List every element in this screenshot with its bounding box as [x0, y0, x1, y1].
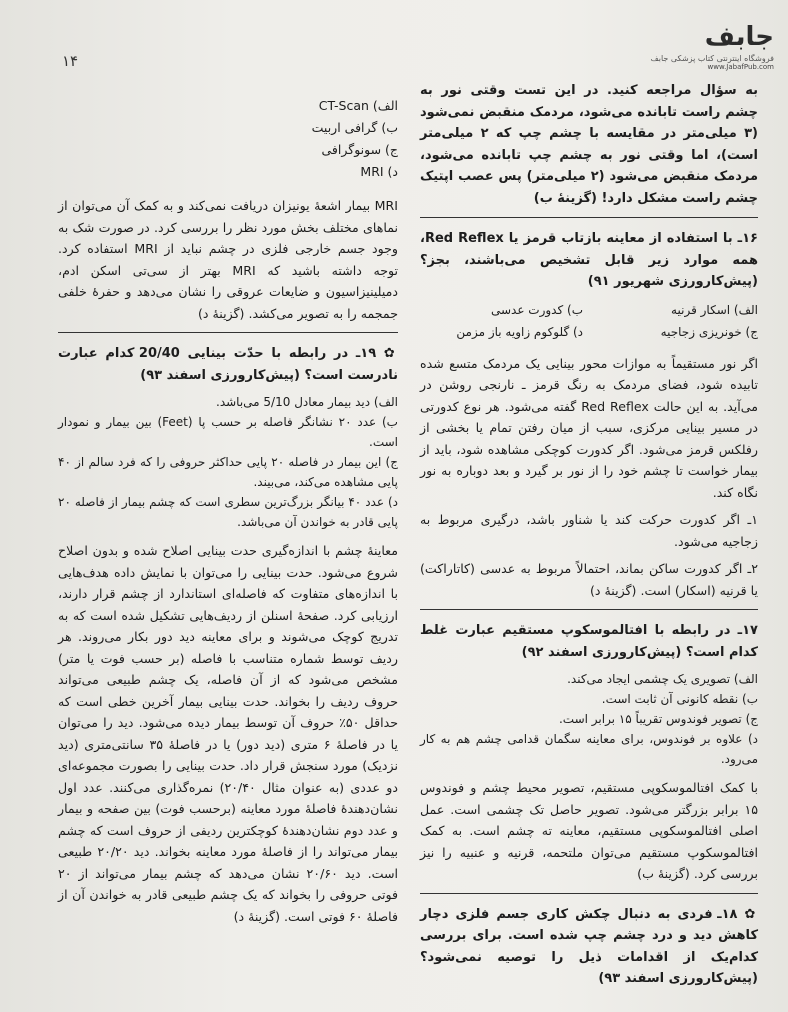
divider [420, 893, 758, 894]
q16-option-b: ب) کدورت عدسی [490, 302, 583, 317]
question-18-options [58, 95, 398, 183]
question-18-title: ✿ ۱۸ـ فردی به دنبال چکش کاری جسم فلزی دچار کاهش دید و درد چشم چپ شده است. برای بررسی کدام‌یک از اقدامات ذیل را توصیه نمی‌شود؟ (پیش‌کارورزی اسفند ۹۳) [420, 906, 758, 986]
question-16-title: ۱۶ـ با استفاده از معاینه بازتاب قرمز یا Red Reflex، همه موارد زیر قابل تشخیص می‌باشند، بجز؟ (پیش‌کارورزی شهریور ۹۱) [420, 231, 758, 289]
page-number: ۱۴ [62, 52, 79, 70]
publisher-logo [634, 22, 774, 78]
q17-answer: با کمک افتالموسکوپی مستقیم، تصویر محیط چشم و فوندوس ۱۵ برابر بزرگتر می‌شود. تصویر حاصل تک چشمی است. عمل اصلی افتالموسکوپی مستقیم، معاینه ته چشم است. به کمک افتالموسکوپ مستقیم می‌توان ملتحمه، قرنیه و عنبیه را نیز بررسی کرد. (گزینهٔ ب) [420, 780, 758, 881]
q16-option-c: ج) خونریزی زجاجیه [660, 324, 758, 339]
q16-option-a: الف) اسکار قرنیه [671, 302, 758, 317]
q18-option-b: ب) گرافی اربیت [311, 120, 398, 135]
q18-option-c: ج) سونوگرافی [321, 142, 398, 157]
q16-option-d: د) گلوکوم زاویه باز مزمن [456, 324, 583, 339]
logo-url: www.JabafPub.com [707, 63, 774, 71]
question-16-options [420, 299, 758, 343]
q19-option-a: الف) دید بیمار معادل 5/10 می‌باشد. [216, 395, 398, 409]
divider [420, 217, 758, 218]
q17-option-d: د) علاوه بر فوندوس، برای معاینه سگمان قدامی چشم هم به کار می‌رود. [420, 732, 758, 766]
logo-subtitle: فروشگاه اینترنتی کتاب پزشکی جابف [650, 54, 774, 63]
left-column [58, 95, 398, 933]
divider [420, 609, 758, 610]
q16-answer-point-1: ۱ـ اگر کدورت حرکت کند یا شناور باشد، درگیری مربوط به زجاجیه می‌شود. [420, 512, 758, 549]
q16-answer-point-2: ۲ـ اگر کدورت ساکن بماند، احتمالاً مربوط به عدسی (کاتاراکت) یا قرنیه (اسکار) است. (گزینهٔ د) [420, 561, 758, 598]
previous-answer-continuation: به سؤال مراجعه کنید. در این تست وقتی نور به چشم راست تابانده می‌شود، مردمک منقبض نمی‌شود (۳ میلی‌متر در مقایسه با چشم چپ که ۲ میلی‌متر است)، اما وقتی نور به چشم چپ تابانده می‌شود، مردمک منقبض می‌شود (۲ میلی‌متر) پس عصب اپتیک چشم راست مشکل دارد! (گزینهٔ ب) [420, 83, 759, 206]
q19-answer: معاینهٔ چشم با اندازه‌گیری حدت بینایی اصلاح شده و بدون اصلاح شروع می‌شود. حدت بینایی را می‌توان با نمایش داده هدف‌هایی با اندازه‌های متفاوت که فاصله‌ای استاندارد از چشم قرار دارند، ارزیابی کرد. صفحهٔ اسنلن از ردیف‌هایی تشکیل شده است که به تدریج کوچک می‌شوند و برای معاینه دید دور بکار می‌روند. هر ردیف توسط شماره متناسب با فاصله (بر حسب فوت یا متر) مشخص می‌شود که از آن فاصله، یک چشم طبیعی می‌تواند حروف ردیف را بخواند. حدت بینایی بیمار آخرین خطی است که حداقل ۵۰٪ حروف آن توسط بیمار دیده می‌شود. دید را می‌توان یا در فاصلهٔ ۶ متری (دید دور) یا در فاصلهٔ ۳۵ سانتی‌متری (دید نزدیک) مورد سنجش قرار داد. حدت بینایی را بصورت مجموعه‌ای دو عددی (به عنوان مثال ۲۰/۴۰) نمره‌گذاری می‌کنند. عدد اول نشان‌دهندهٔ فاصلهٔ مورد معاینه (برحسب فوت) بین صفحه و بیمار و عدد دوم نشان‌دهندهٔ کوچکترین ردیفی از حروف است که چشم بیمار می‌تواند را از فاصلهٔ مورد معاینه بخواند. دید ۲۰/۲۰ طبیعی است. دید ۲۰/۶۰ نشان می‌دهد که چشم بیمار می‌تواند از ۲۰ فوتی حروفی را بخواند که یک چشم طبیعی قادر به خواندن آن از فاصلهٔ ۶۰ فوتی است. (گزینهٔ د) [58, 543, 399, 924]
q17-option-c: ج) تصویر فوندوس تقریباً ۱۵ برابر است. [558, 712, 758, 726]
right-column [420, 80, 758, 996]
q17-option-b: ب) نقطه کانونی آن ثابت است. [601, 692, 758, 706]
q16-answer-paragraph: اگر نور مستقیماً به موازات محور بینایی یک مردمک متسع شده تابیده شود، فضای مردمک به رنگ قرمز ـ نارنجی روشن در می‌آید. به این حالت Red Reflex گفته می‌شود. هر نوع کدورتی در مسیر بینایی مرکزی، سبب از میان رفتن تمام یا بخشی از رفلکس قرمز می‌شود. اگر کدورت کوچکی مشاهده شود، باید از بیمار خواست تا چشم خود را از نور بر گیرد و بعد دوباره به نور نگاه کند. [420, 355, 758, 500]
logo-mark: جابف [704, 22, 774, 52]
q18-option-a: الف) CT-Scan [318, 98, 398, 113]
q19-option-b: ب) عدد ۲۰ نشانگر فاصله بر حسب پا (Feet) بین بیمار و نمودار است. [58, 415, 398, 449]
q18-option-d: د) MRI [360, 164, 398, 179]
q19-option-c: ج) این بیمار در فاصله ۲۰ پایی حداکثر حروفی را که فرد سالم از ۴۰ پایی مشاهده می‌کند، می‌بیند. [58, 455, 398, 489]
q19-option-d: د) عدد ۴۰ بیانگر بزرگ‌ترین سطری است که چشم بیمار از فاصله ۲۰ پایی قادر به خواندن آن می‌باشد. [58, 495, 398, 529]
question-19-title: ✿ ۱۹ـ در رابطه با حدّت بینایی 20/40 کدام عبارت نادرست است؟ (پیش‌کارورزی اسفند ۹۳) [58, 346, 398, 383]
q18-answer: MRI بیمار اشعهٔ یونیزان دریافت نمی‌کند و به کمک آن می‌توان از نماهای مختلف بخش مورد نظر را بررسی کرد. در صورت شک به وجود جسم خارجی فلزی در چشم نباید از MRI استفاده کرد. توجه داشته باشید که MRI بهتر از سی‌تی اسکن ادم، دمیلینیزاسیون و ضایعات عروقی را نشان می‌دهد و حفرهٔ خلفی جمجمه را به تصویر می‌کشد. (گزینهٔ د) [58, 198, 398, 321]
divider [58, 332, 398, 333]
q17-option-a: الف) تصویری یک چشمی ایجاد می‌کند. [567, 672, 758, 686]
question-17-title: ۱۷ـ در رابطه با افتالموسکوپ مستقیم عبارت غلط کدام است؟ (پیش‌کارورزی اسفند ۹۲) [420, 623, 758, 660]
